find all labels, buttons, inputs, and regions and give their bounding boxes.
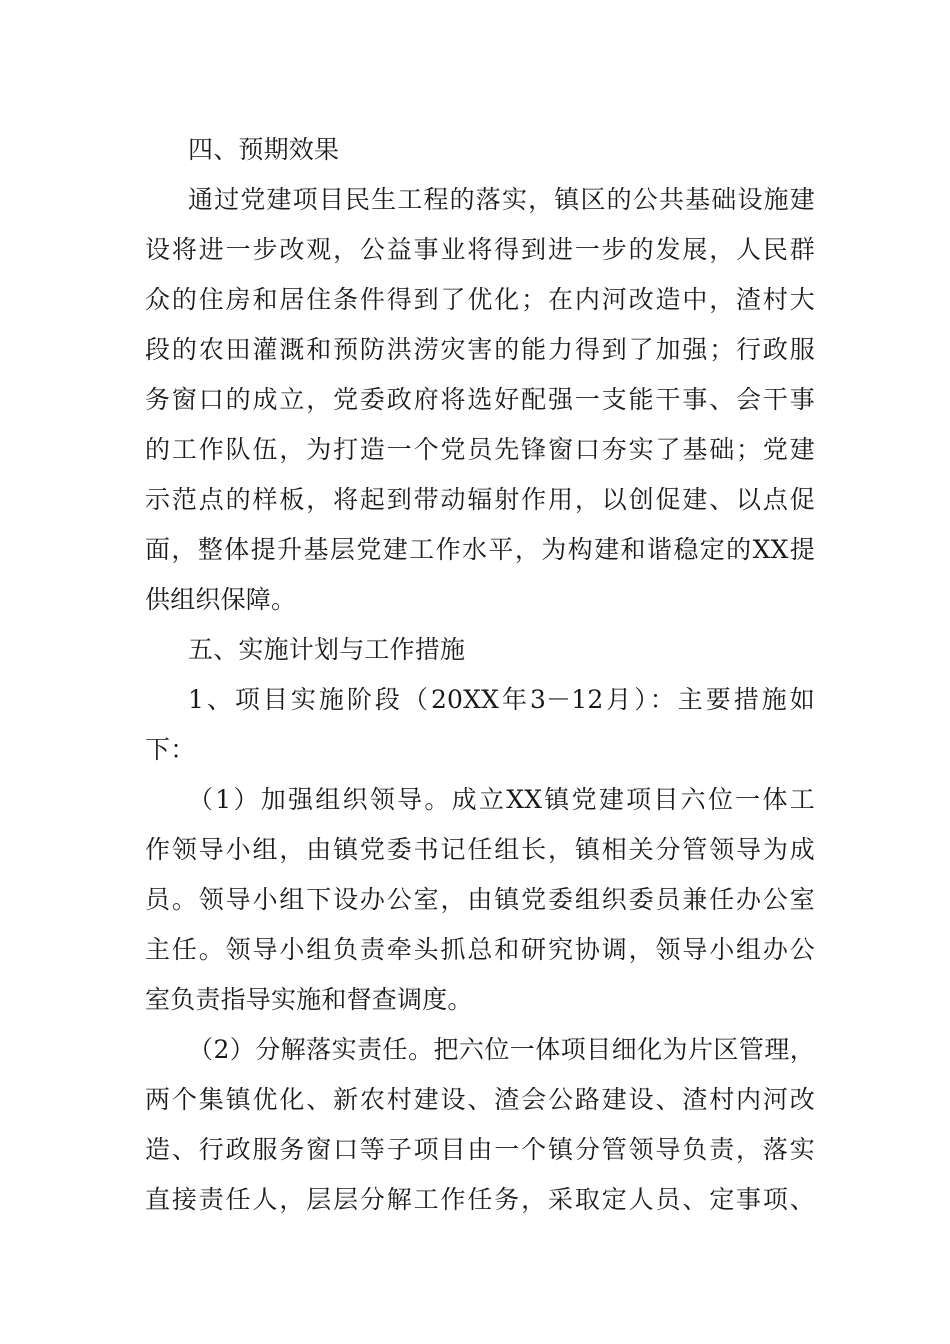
paragraph-line: 面，整体提升基层党建工作水平，为构建和谐稳定的XX提 — [145, 535, 815, 564]
paragraph-line: 通过党建项目民生工程的落实，镇区的公共基础设施建 — [188, 185, 815, 214]
paragraph-line: 段的农田灌溉和预防洪涝灾害的能力得到了加强；行政服 — [145, 335, 815, 364]
paragraph-line: 室负责指导实施和督查调度。 — [145, 985, 473, 1014]
paragraph-line: 供组织保障。 — [145, 585, 297, 614]
paragraph-line: 1、项目实施阶段（20XX年3－12月）：主要措施如 — [188, 685, 815, 714]
section-heading-implementation-plan: 五、实施计划与工作措施 — [188, 635, 466, 664]
paragraph-line: 务窗口的成立，党委政府将选好配强一支能干事、会干事 — [145, 385, 815, 414]
paragraph-line: 直接责任人，层层分解工作任务，采取定人员、定事项、 — [145, 1185, 815, 1214]
paragraph-line: 作领导小组，由镇党委书记任组长，镇相关分管领导为成 — [145, 835, 815, 864]
paragraph-line: 示范点的样板，将起到带动辐射作用，以创促建、以点促 — [145, 485, 815, 514]
paragraph-line: 造、行政服务窗口等子项目由一个镇分管领导负责，落实 — [145, 1135, 815, 1164]
section-heading-expected-effects: 四、预期效果 — [188, 135, 340, 164]
paragraph-line: 两个集镇优化、新农村建设、渣会公路建设、渣村内河改 — [145, 1085, 815, 1114]
paragraph-line: 员。领导小组下设办公室，由镇党委组织委员兼任办公室 — [145, 885, 815, 914]
paragraph-line: 的工作队伍，为打造一个党员先锋窗口夯实了基础；党建 — [145, 435, 815, 464]
paragraph-line: 众的住房和居住条件得到了优化；在内河改造中，渣村大 — [145, 285, 815, 314]
paragraph-line: 主任。领导小组负责牵头抓总和研究协调，领导小组办公 — [145, 935, 815, 964]
paragraph-line: 下： — [145, 735, 196, 764]
paragraph-line: 设将进一步改观，公益事业将得到进一步的发展，人民群 — [145, 235, 815, 264]
paragraph-line: （1）加强组织领导。成立XX镇党建项目六位一体工 — [188, 785, 815, 814]
paragraph-line: （2）分解落实责任。把六位一体项目细化为片区管理， — [188, 1035, 815, 1064]
